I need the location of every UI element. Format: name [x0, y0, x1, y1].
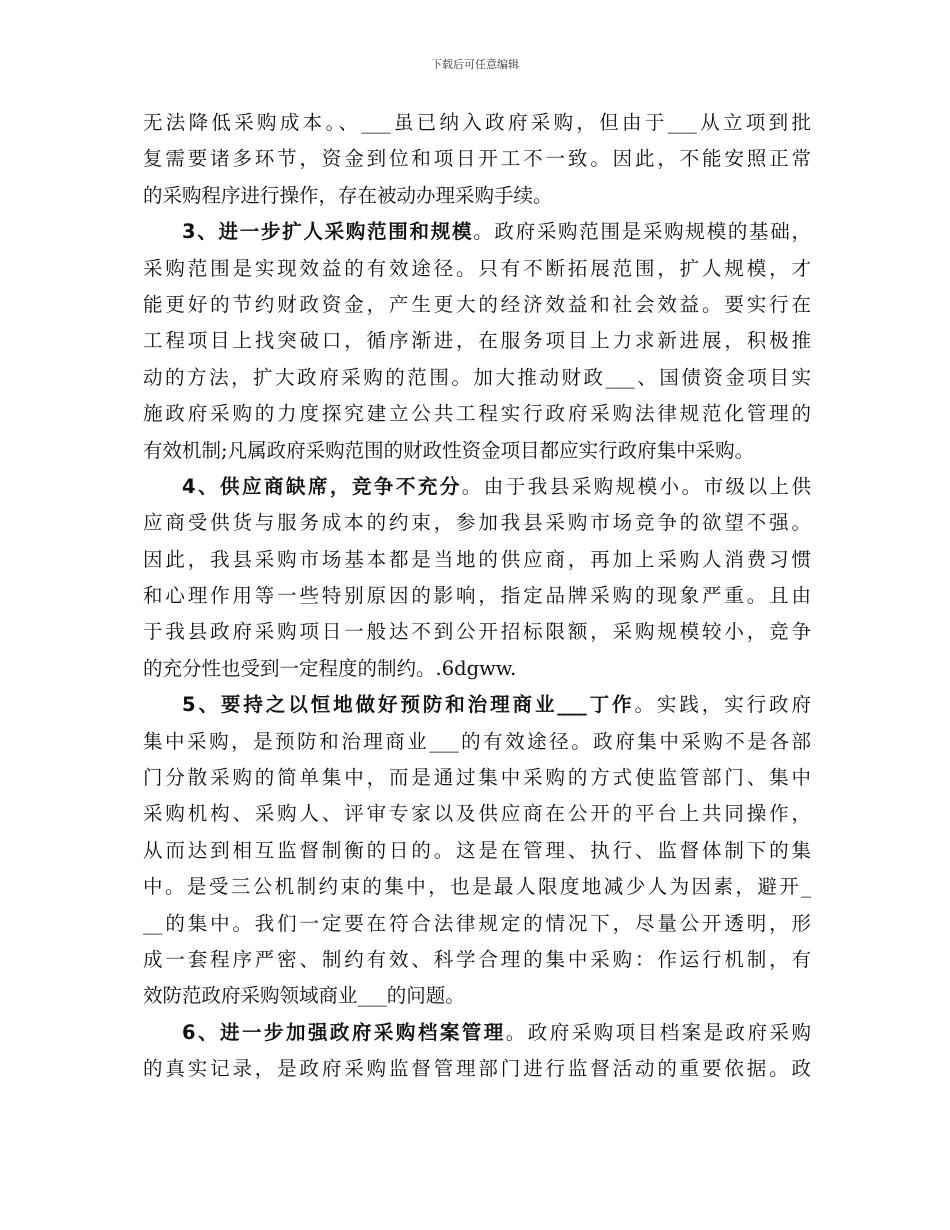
section-heading-line: 4、供应商缺席，竞争不充分。由于我县采购规模小。市级以上供	[182, 474, 811, 498]
section-heading-line: 5、要持之以恒地做好预防和治理商业___丁作。实践，实行政府	[182, 693, 811, 717]
text-line: __的集中。我们一定要在符合法律规定的情况下，尽量公开透明，形	[143, 911, 811, 935]
text-line: 应商受供货与服务成本的约束，参加我县采购市场竞争的欲望不强。	[143, 511, 811, 535]
text-line: 采购范围是实现效益的有效途径。只有不断拓展范围，扩人规模，才	[143, 256, 811, 280]
text-line: 的真实记录，是政府采购监督管理部门进行监督活动的重要依据。政	[143, 1057, 811, 1081]
text-line: 采购机构、采购人、评审专家以及供应商在公开的平台上共同操作，	[143, 802, 811, 826]
text-line: 中。是受三公机制约束的集中，也是最人限度地减少人为因素，避开_	[143, 875, 811, 899]
text-line: 因此，我县采购市场基本都是当地的供应商，再加上采购人消费习惯	[143, 547, 811, 571]
section-heading-line: 3、进一步扩人采购范围和规模。政府采购范围是采购规模的基础，	[182, 220, 811, 244]
text-line: 工程项目上找突破口，循序渐进，在服务项目上力求新进展，积极推	[143, 329, 811, 353]
text-line: 能更好的节约财政资金，产生更大的经济效益和社会效益。要实行在	[143, 292, 811, 316]
text-line: 从而达到相互监督制衡的日的。这是在管理、执行、监督体制下的集	[143, 838, 811, 862]
text-line: 效防范政府采购领域商业___的问题。	[143, 984, 465, 1008]
page-header: 下载后可任意编辑	[431, 58, 519, 71]
section-heading-line: 6、进一步加强政府采购档案管理。政府采购项目档案是政府采购	[182, 1020, 811, 1044]
text-line: 的充分性也受到一定程度的制约。.6dgww.	[143, 656, 517, 680]
section-heading: 5、要持之以恒地做好预防和治理商业___丁作	[182, 693, 635, 717]
text-line: 施政府采购的力度探究建立公共工程实行政府采购法律规范化管理的	[143, 402, 811, 426]
text-line: 无法降低采购成本。、___虽已纳入政府采购，但由于___从立项到批	[143, 111, 811, 134]
section-heading: 4、供应商缺席，竞争不充分	[182, 474, 462, 498]
text-line: 复需要诸多环节，资金到位和项日开工不一致。因此，不能安照正常	[143, 147, 811, 171]
section-heading: 3、进一步扩人采购范围和规模	[182, 220, 474, 244]
text-line: 集中采购，是预防和治理商业___的有效途径。政府集中采购不是各部	[143, 729, 811, 753]
text-line: 门分散采购的简单集中，而是通过集中采购的方式使监管部门、集中	[143, 766, 811, 790]
section-heading: 6、进一步加强政府采购档案管理	[182, 1020, 506, 1044]
text-line: 于我县政府采购项日一般达不到公开招标限额，采购规模较小，竞争	[143, 620, 811, 644]
text-line: 成一套程序严密、制约有效、科学合理的集中采购：作运行机制，有	[143, 947, 811, 971]
text-line: 的采购程序进行操作，存在被动办理采购手续。	[143, 183, 553, 207]
document-body	[143, 105, 811, 1088]
text-line: 和心理作用等一些特别原因的影响，指定品牌采购的现象严重。且由	[143, 584, 811, 608]
text-line: 动的方法，扩大政府采购的范围。加大推动财政___、国债资金项目实	[143, 365, 811, 389]
text-line: 有效机制;凡属政府采购范围的财政性资金项目都应实行政府集中采购。	[143, 438, 755, 462]
